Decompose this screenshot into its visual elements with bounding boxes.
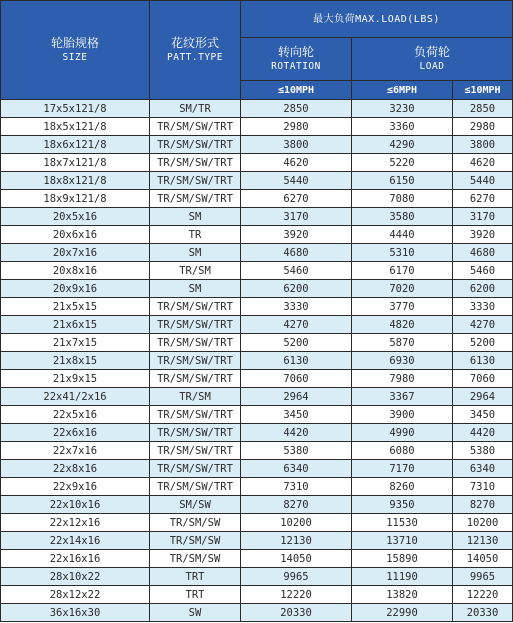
speed-load-10-header: ≤10MPH: [453, 81, 513, 100]
pattern-header: [150, 1, 241, 100]
size-cell: 21x5x15: [1, 298, 150, 316]
table-row: [1, 262, 513, 280]
load-10mph-cell: 4420: [453, 424, 513, 442]
table-row: [1, 118, 513, 136]
load-10mph-cell: 3330: [453, 298, 513, 316]
load-6mph-cell: 22990: [352, 604, 453, 622]
load-6mph-cell: 7980: [352, 370, 453, 388]
size-cell: 22x14x16: [1, 532, 150, 550]
load-10mph-cell: 3450: [453, 406, 513, 424]
load-6mph-cell: 5310: [352, 244, 453, 262]
load-10mph-cell: 2850: [453, 100, 513, 118]
load-10mph-cell: 6200: [453, 280, 513, 298]
pattern-cell: SM: [150, 280, 241, 298]
table-body: [1, 100, 513, 622]
size-cell: 18x6x121/8: [1, 136, 150, 154]
pattern-cell: SW: [150, 604, 241, 622]
pattern-cell: TR/SM/SW/TRT: [150, 136, 241, 154]
table-header: [1, 1, 513, 100]
rotation-load-cell: 6340: [241, 460, 352, 478]
rotation-load-cell: 6270: [241, 190, 352, 208]
load-6mph-cell: 9350: [352, 496, 453, 514]
load-header-en: LOAD: [419, 61, 445, 72]
load-10mph-cell: 5200: [453, 334, 513, 352]
table-row: [1, 316, 513, 334]
size-cell: 28x12x22: [1, 586, 150, 604]
rotation-load-cell: 3800: [241, 136, 352, 154]
table-row: [1, 496, 513, 514]
pattern-cell: TR/SM/SW: [150, 550, 241, 568]
pattern-cell: TR/SM/SW/TRT: [150, 370, 241, 388]
load-6mph-cell: 6170: [352, 262, 453, 280]
table-row: [1, 334, 513, 352]
pattern-cell: TR/SM/SW/TRT: [150, 172, 241, 190]
rotation-load-cell: 3450: [241, 406, 352, 424]
load-10mph-cell: 7060: [453, 370, 513, 388]
size-cell: 20x9x16: [1, 280, 150, 298]
load-6mph-cell: 4820: [352, 316, 453, 334]
load-10mph-cell: 5380: [453, 442, 513, 460]
size-cell: 21x8x15: [1, 352, 150, 370]
rotation-load-cell: 5440: [241, 172, 352, 190]
rotation-load-cell: 8270: [241, 496, 352, 514]
table-row: [1, 244, 513, 262]
rotation-load-cell: 4420: [241, 424, 352, 442]
size-cell: 18x5x121/8: [1, 118, 150, 136]
pattern-cell: TR/SM/SW/TRT: [150, 352, 241, 370]
load-10mph-cell: 3800: [453, 136, 513, 154]
rotation-load-cell: 4680: [241, 244, 352, 262]
pattern-cell: TR/SM/SW: [150, 532, 241, 550]
load-6mph-cell: 3367: [352, 388, 453, 406]
table-row: [1, 352, 513, 370]
pattern-header-cn: 花纹形式: [170, 36, 219, 50]
rotation-load-cell: 14050: [241, 550, 352, 568]
pattern-cell: TR/SM/SW: [150, 514, 241, 532]
table-row: [1, 190, 513, 208]
pattern-cell: SM: [150, 244, 241, 262]
size-cell: 21x7x15: [1, 334, 150, 352]
size-cell: 36x16x30: [1, 604, 150, 622]
load-6mph-cell: 5870: [352, 334, 453, 352]
rotation-header: [241, 38, 352, 81]
table-row: [1, 460, 513, 478]
rotation-header-en: ROTATION: [271, 61, 321, 72]
load-10mph-cell: 3920: [453, 226, 513, 244]
rotation-load-cell: 6130: [241, 352, 352, 370]
pattern-cell: TR/SM/SW/TRT: [150, 442, 241, 460]
speed-load-6-header: ≤6MPH: [352, 81, 453, 100]
rotation-load-cell: 4620: [241, 154, 352, 172]
load-6mph-cell: 11530: [352, 514, 453, 532]
rotation-load-cell: 4270: [241, 316, 352, 334]
table-row: [1, 442, 513, 460]
table-row: [1, 280, 513, 298]
load-10mph-cell: 4680: [453, 244, 513, 262]
load-10mph-cell: 2964: [453, 388, 513, 406]
load-10mph-cell: 10200: [453, 514, 513, 532]
load-6mph-cell: 6080: [352, 442, 453, 460]
table-row: [1, 532, 513, 550]
table-row: [1, 514, 513, 532]
table-row: [1, 424, 513, 442]
load-6mph-cell: 4440: [352, 226, 453, 244]
pattern-cell: TRT: [150, 586, 241, 604]
pattern-cell: SM: [150, 208, 241, 226]
rotation-load-cell: 2980: [241, 118, 352, 136]
pattern-cell: TR/SM/SW/TRT: [150, 406, 241, 424]
load-6mph-cell: 7020: [352, 280, 453, 298]
size-cell: 18x7x121/8: [1, 154, 150, 172]
load-6mph-cell: 7170: [352, 460, 453, 478]
load-6mph-cell: 3770: [352, 298, 453, 316]
load-header: [352, 38, 513, 81]
table-row: [1, 406, 513, 424]
table-row: [1, 154, 513, 172]
pattern-cell: TR/SM: [150, 388, 241, 406]
max-load-title: 最大负荷MAX.LOAD(LBS): [313, 13, 440, 25]
load-10mph-cell: 12220: [453, 586, 513, 604]
size-cell: 22x5x16: [1, 406, 150, 424]
table-row: [1, 208, 513, 226]
pattern-header-en: PATT.TYPE: [167, 52, 223, 63]
size-cell: 21x6x15: [1, 316, 150, 334]
table-row: [1, 388, 513, 406]
load-6mph-cell: 3900: [352, 406, 453, 424]
pattern-cell: SM/SW: [150, 496, 241, 514]
size-cell: 18x9x121/8: [1, 190, 150, 208]
pattern-cell: TRT: [150, 568, 241, 586]
size-cell: 18x8x121/8: [1, 172, 150, 190]
pattern-cell: TR: [150, 226, 241, 244]
table-row: [1, 298, 513, 316]
table-row: [1, 172, 513, 190]
load-10mph-cell: 20330: [453, 604, 513, 622]
pattern-cell: TR/SM/SW/TRT: [150, 154, 241, 172]
load-10mph-cell: 3170: [453, 208, 513, 226]
load-10mph-cell: 12130: [453, 532, 513, 550]
pattern-cell: TR/SM/SW/TRT: [150, 460, 241, 478]
size-cell: 22x41/2x16: [1, 388, 150, 406]
table-row: [1, 550, 513, 568]
size-cell: 17x5x121/8: [1, 100, 150, 118]
load-6mph-cell: 3360: [352, 118, 453, 136]
table-row: [1, 604, 513, 622]
load-10mph-cell: 7310: [453, 478, 513, 496]
table-row: [1, 100, 513, 118]
rotation-load-cell: 5460: [241, 262, 352, 280]
size-cell: 20x7x16: [1, 244, 150, 262]
table-row: [1, 586, 513, 604]
size-header-cn: 轮胎规格: [50, 36, 99, 50]
size-cell: 28x10x22: [1, 568, 150, 586]
max-load-header: [241, 1, 513, 38]
pattern-cell: TR/SM/SW/TRT: [150, 298, 241, 316]
load-6mph-cell: 7080: [352, 190, 453, 208]
table-row: [1, 568, 513, 586]
pattern-cell: TR/SM/SW/TRT: [150, 316, 241, 334]
rotation-load-cell: 7310: [241, 478, 352, 496]
table-row: [1, 136, 513, 154]
rotation-header-cn: 转向轮: [277, 45, 314, 59]
size-cell: 22x8x16: [1, 460, 150, 478]
load-10mph-cell: 6270: [453, 190, 513, 208]
load-6mph-cell: 3230: [352, 100, 453, 118]
rotation-load-cell: 2964: [241, 388, 352, 406]
rotation-load-cell: 3330: [241, 298, 352, 316]
rotation-load-cell: 10200: [241, 514, 352, 532]
size-cell: 22x9x16: [1, 478, 150, 496]
size-cell: 22x10x16: [1, 496, 150, 514]
load-10mph-cell: 6340: [453, 460, 513, 478]
rotation-load-cell: 2850: [241, 100, 352, 118]
rotation-load-cell: 7060: [241, 370, 352, 388]
rotation-load-cell: 20330: [241, 604, 352, 622]
load-10mph-cell: 4270: [453, 316, 513, 334]
load-6mph-cell: 5220: [352, 154, 453, 172]
load-6mph-cell: 8260: [352, 478, 453, 496]
size-cell: 22x16x16: [1, 550, 150, 568]
pattern-cell: TR/SM/SW/TRT: [150, 424, 241, 442]
pattern-cell: TR/SM/SW/TRT: [150, 190, 241, 208]
load-6mph-cell: 4990: [352, 424, 453, 442]
load-6mph-cell: 3580: [352, 208, 453, 226]
rotation-load-cell: 12130: [241, 532, 352, 550]
rotation-load-cell: 9965: [241, 568, 352, 586]
size-cell: 20x6x16: [1, 226, 150, 244]
load-10mph-cell: 5460: [453, 262, 513, 280]
size-header-en: SIZE: [62, 52, 88, 63]
size-cell: 20x5x16: [1, 208, 150, 226]
load-10mph-cell: 4620: [453, 154, 513, 172]
load-10mph-cell: 9965: [453, 568, 513, 586]
load-6mph-cell: 13710: [352, 532, 453, 550]
load-header-cn: 负荷轮: [413, 45, 450, 59]
pattern-cell: TR/SM/SW/TRT: [150, 478, 241, 496]
load-10mph-cell: 5440: [453, 172, 513, 190]
load-6mph-cell: 11190: [352, 568, 453, 586]
load-6mph-cell: 6930: [352, 352, 453, 370]
load-6mph-cell: 4290: [352, 136, 453, 154]
table-row: [1, 370, 513, 388]
size-cell: 21x9x15: [1, 370, 150, 388]
size-cell: 22x7x16: [1, 442, 150, 460]
load-6mph-cell: 6150: [352, 172, 453, 190]
rotation-load-cell: 12220: [241, 586, 352, 604]
rotation-load-cell: 6200: [241, 280, 352, 298]
load-10mph-cell: 2980: [453, 118, 513, 136]
size-cell: 22x6x16: [1, 424, 150, 442]
size-cell: 22x12x16: [1, 514, 150, 532]
load-10mph-cell: 6130: [453, 352, 513, 370]
table-row: [1, 226, 513, 244]
pattern-cell: SM/TR: [150, 100, 241, 118]
table-row: [1, 478, 513, 496]
size-header: [1, 1, 150, 100]
pattern-cell: TR/SM/SW/TRT: [150, 118, 241, 136]
speed-rotation-header: ≤10MPH: [241, 81, 352, 100]
rotation-load-cell: 5380: [241, 442, 352, 460]
pattern-cell: TR/SM: [150, 262, 241, 280]
rotation-load-cell: 3170: [241, 208, 352, 226]
load-10mph-cell: 8270: [453, 496, 513, 514]
load-10mph-cell: 14050: [453, 550, 513, 568]
rotation-load-cell: 3920: [241, 226, 352, 244]
pattern-cell: TR/SM/SW/TRT: [150, 334, 241, 352]
load-6mph-cell: 13820: [352, 586, 453, 604]
size-cell: 20x8x16: [1, 262, 150, 280]
load-6mph-cell: 15890: [352, 550, 453, 568]
rotation-load-cell: 5200: [241, 334, 352, 352]
